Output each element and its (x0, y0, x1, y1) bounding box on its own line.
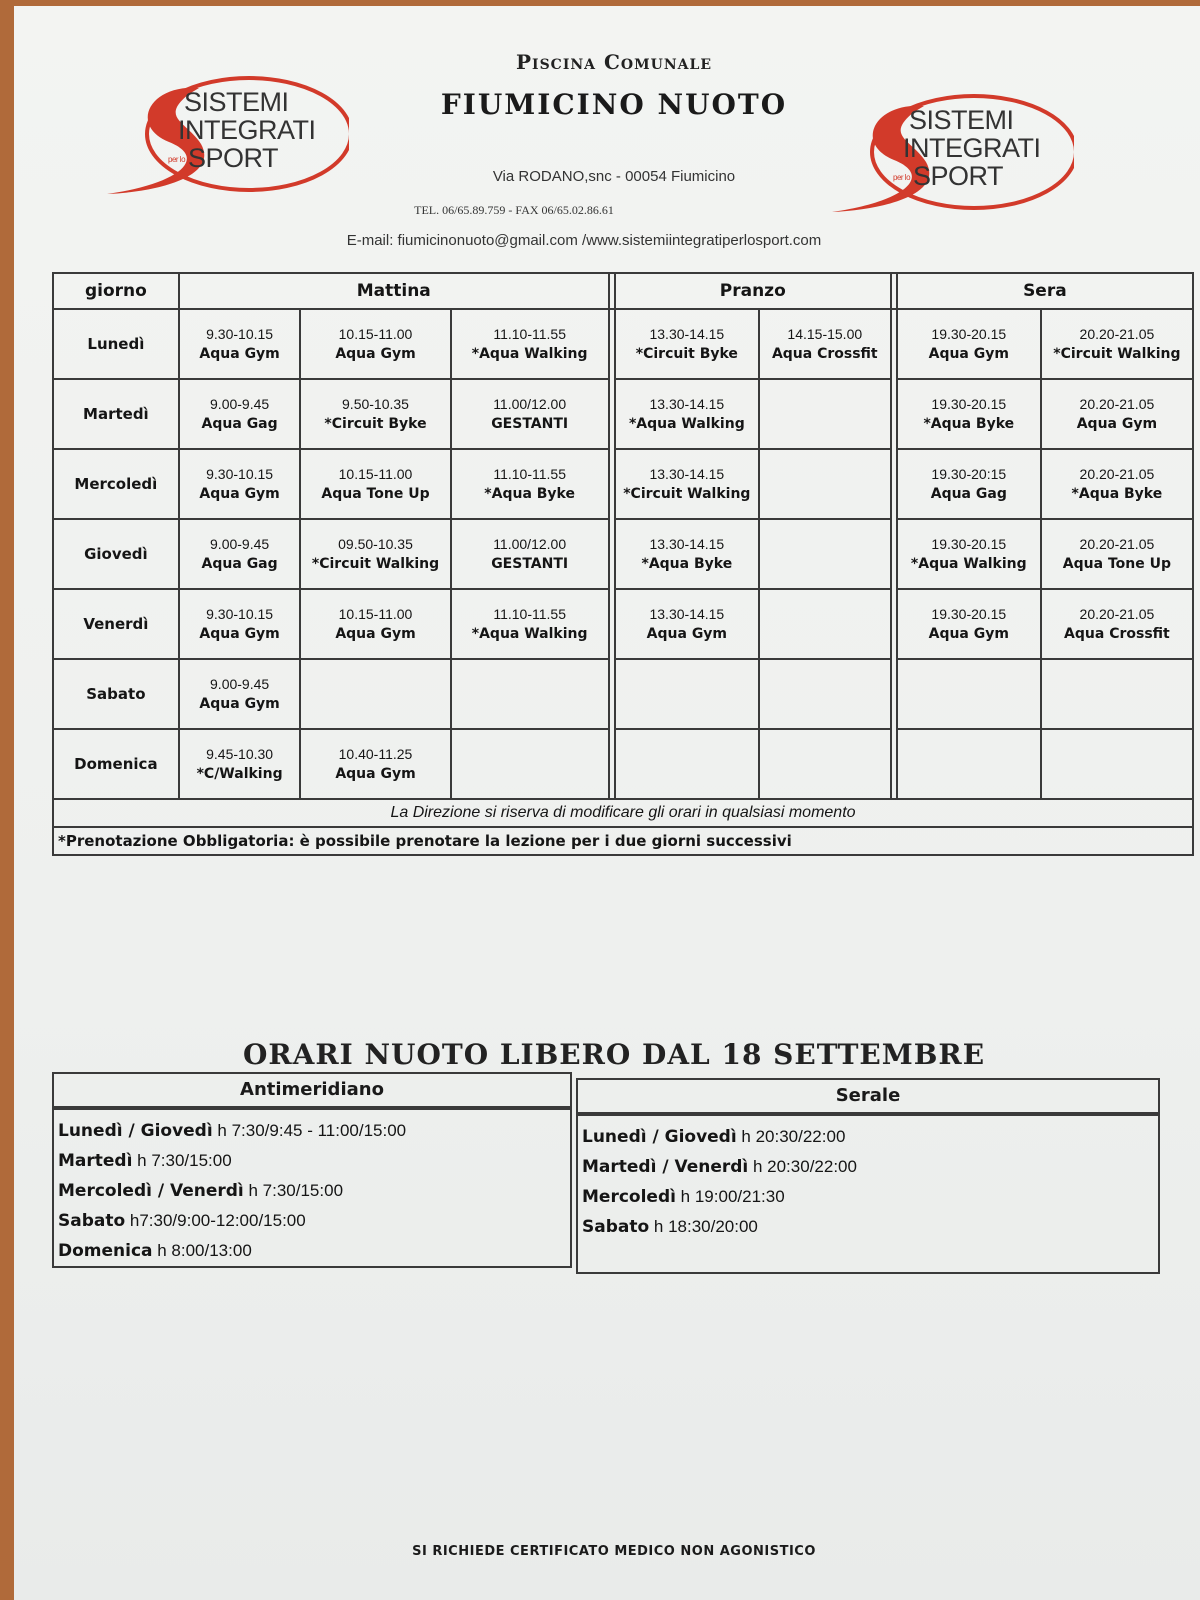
slot-course: Aqua Crossfit (771, 346, 878, 362)
slot-cell (615, 449, 759, 519)
slot-cell (615, 519, 759, 589)
slot-cell (1041, 519, 1193, 589)
slot-course: *Circuit Byke (635, 346, 738, 362)
slot-course: *C/Walking (196, 766, 283, 782)
free-swim-days: Mercoledì (582, 1187, 676, 1207)
slot-cell (179, 449, 301, 519)
slot-time: 9.45-10.30 (206, 746, 274, 762)
slot-cell (300, 379, 450, 449)
free-swim-item (58, 1176, 406, 1206)
header-address: Via RODANO,snc - 00054 Fiumicino (492, 168, 736, 185)
slot-cell (451, 659, 609, 729)
slot-course: *Aqua Walking (628, 416, 745, 432)
slot-course: Aqua Gym (335, 626, 416, 642)
slot-cell (897, 309, 1041, 379)
free-swim-title: ORARI NUOTO LIBERO DAL 18 SETTEMBRE (242, 1038, 986, 1071)
note-row (53, 827, 1193, 855)
slot-course: Aqua Gym (199, 696, 280, 712)
slot-time: 11.00/12.00 (493, 536, 567, 552)
header-day: giorno (53, 273, 179, 309)
slot-course: Aqua Gym (928, 626, 1009, 642)
slot-cell (179, 309, 301, 379)
slot-cell (451, 449, 609, 519)
slot-course: *Circuit Walking (1053, 346, 1181, 362)
slot-cell (759, 449, 891, 519)
free-swim-hours: h 8:00/13:00 (152, 1241, 252, 1260)
slot-cell (300, 589, 450, 659)
free-swim-days: Sabato (58, 1211, 126, 1231)
slot-cell (1041, 309, 1193, 379)
schedule-row (53, 729, 1193, 799)
logo-line1: SISTEMI (184, 87, 289, 117)
slot-course: *Aqua Byke (484, 486, 575, 502)
slot-course: Aqua Gag (930, 486, 1007, 502)
free-swim-hours: h 7:30/15:00 (132, 1151, 232, 1170)
free-swim-hours: h 7:30/9:45 - 11:00/15:00 (212, 1121, 407, 1140)
slot-time: 09.50-10.35 (338, 536, 413, 552)
slot-cell (451, 309, 609, 379)
slot-cell (451, 589, 609, 659)
free-swim-hours: h 20:30/22:00 (748, 1157, 857, 1176)
slot-course: GESTANTI (491, 556, 569, 572)
day-cell: Venerdì (53, 589, 179, 659)
slot-cell (179, 589, 301, 659)
slot-cell (179, 379, 301, 449)
slot-course: *Aqua Walking (471, 626, 588, 642)
free-swim-days: Sabato (582, 1217, 650, 1237)
logo-small: per lo (893, 172, 911, 182)
slot-time: 13.30-14.15 (649, 606, 725, 622)
day-cell: Domenica (53, 729, 179, 799)
slot-time: 20.20-21.05 (1079, 326, 1155, 342)
logo-right (814, 84, 1074, 234)
slot-cell (300, 309, 450, 379)
schedule-row (53, 379, 1193, 449)
slot-cell (451, 379, 609, 449)
slot-course: Aqua Gym (335, 346, 416, 362)
slot-time: 11.10-11.55 (493, 466, 566, 482)
slot-time: 19.30-20.15 (931, 536, 1007, 552)
free-swim-days: Mercoledì / Venerdì (58, 1181, 244, 1201)
slot-time: 19.30-20.15 (931, 326, 1007, 342)
free-morning-list (58, 1116, 406, 1266)
slot-cell (897, 449, 1041, 519)
free-swim-item (58, 1206, 406, 1236)
slot-time: 19.30-20.15 (931, 606, 1007, 622)
free-evening-heading: Serale (576, 1078, 1160, 1114)
slot-course: Aqua Tone Up (321, 486, 430, 502)
free-swim-item (58, 1116, 406, 1146)
slot-course: *Aqua Walking (471, 346, 588, 362)
slot-course: Aqua Gym (1076, 416, 1158, 432)
slot-course: Aqua Gym (199, 486, 280, 502)
logo-line2: INTEGRATI (903, 133, 1041, 163)
logo-small: per lo (168, 154, 186, 164)
booking-note: *Prenotazione Obbligatoria: è possibile prenotare la lezione per i due giorni successivi (53, 827, 1193, 855)
slot-cell (300, 729, 450, 799)
slot-course: *Aqua Byke (923, 416, 1015, 432)
slot-time: 20.20-21.05 (1079, 606, 1155, 622)
slot-cell (1041, 729, 1193, 799)
header-subtitle: Piscina Comunale (515, 50, 712, 74)
slot-time: 9.00-9.45 (210, 396, 270, 412)
schedule-row (53, 309, 1193, 379)
slot-course: Aqua Gag (201, 556, 278, 572)
slot-time: 13.30-14.15 (649, 466, 725, 482)
slot-time: 10.15-11.00 (338, 606, 413, 622)
slot-cell (1041, 379, 1193, 449)
slot-time: 13.30-14.15 (649, 536, 725, 552)
free-swim-item (582, 1122, 857, 1152)
free-evening-box (576, 1114, 1160, 1274)
slot-time: 13.30-14.15 (649, 326, 725, 342)
free-swim-days: Domenica (58, 1241, 153, 1261)
slot-course: Aqua Tone Up (1062, 556, 1171, 572)
schedule-table (52, 272, 1194, 856)
flyer-sheet (14, 6, 1200, 1600)
slot-time: 9.30-10.15 (206, 326, 274, 342)
slot-course: *Circuit Walking (623, 486, 751, 502)
slot-cell (759, 729, 891, 799)
slot-cell (615, 379, 759, 449)
slot-cell (179, 519, 301, 589)
slot-time: 9.30-10.15 (206, 466, 274, 482)
slot-course: Aqua Gym (199, 626, 280, 642)
slot-time: 10.15-11.00 (338, 326, 413, 342)
schedule-note: La Direzione si riserva di modificare gli orari in qualsiasi momento (53, 799, 1193, 827)
free-swim-days: Lunedì / Giovedì (582, 1127, 737, 1147)
note-row (53, 799, 1193, 827)
free-swim-item (582, 1152, 857, 1182)
logo-text (168, 87, 316, 174)
slot-course: GESTANTI (491, 416, 569, 432)
slot-course: *Aqua Byke (641, 556, 733, 572)
slot-cell (179, 659, 301, 729)
free-morning-box (52, 1108, 572, 1268)
free-swim-days: Martedì / Venerdì (582, 1157, 749, 1177)
slot-cell (759, 659, 891, 729)
schedule-row (53, 659, 1193, 729)
header-morning: Mattina (179, 273, 609, 309)
slot-cell (759, 309, 891, 379)
slot-cell (759, 519, 891, 589)
slot-cell (300, 519, 450, 589)
free-swim-hours: h 20:30/22:00 (736, 1127, 846, 1146)
header-lunch: Pranzo (615, 273, 891, 309)
slot-cell (759, 589, 891, 659)
slot-time: 9.00-9.45 (210, 536, 270, 552)
day-cell: Lunedì (53, 309, 179, 379)
day-cell: Sabato (53, 659, 179, 729)
free-swim-item (58, 1236, 406, 1266)
day-cell: Giovedì (53, 519, 179, 589)
free-swim-item (582, 1182, 857, 1212)
slot-time: 9.00-9.45 (210, 676, 270, 692)
schedule-row (53, 519, 1193, 589)
day-cell: Martedì (53, 379, 179, 449)
free-swim-days: Martedì (58, 1151, 133, 1171)
slot-course: Aqua Gym (646, 626, 728, 642)
slot-course: Aqua Gym (928, 346, 1009, 362)
slot-cell (179, 729, 301, 799)
day-cell: Mercoledì (53, 449, 179, 519)
free-swim-item (58, 1146, 406, 1176)
free-swim-item (582, 1212, 857, 1242)
slot-cell (451, 519, 609, 589)
free-swim-hours: h7:30/9:00-12:00/15:00 (125, 1211, 306, 1230)
slot-course: Aqua Gag (201, 416, 278, 432)
slot-cell (300, 659, 450, 729)
slot-course: *Circuit Byke (324, 416, 427, 432)
logo-line1: SISTEMI (909, 105, 1014, 135)
slot-cell (1041, 659, 1193, 729)
header-title: FIUMICINO NUOTO (440, 88, 788, 121)
slot-course: Aqua Gym (335, 766, 416, 782)
slot-cell (615, 589, 759, 659)
logo-line3: SPORT (913, 161, 1004, 191)
slot-course: *Aqua Walking (910, 556, 1027, 572)
slot-cell (897, 589, 1041, 659)
header-tel: TEL. 06/65.89.759 - FAX 06/65.02.86.61 (414, 203, 614, 217)
slot-time: 9.30-10.15 (206, 606, 274, 622)
slot-time: 9.50-10.35 (342, 396, 409, 412)
slot-time: 20.20-21.05 (1079, 536, 1155, 552)
slot-cell (1041, 589, 1193, 659)
slot-cell (615, 659, 759, 729)
slot-time: 11.00/12.00 (493, 396, 567, 412)
free-swim-section (52, 1072, 1182, 1290)
logo-left (89, 66, 349, 216)
schedule-row (53, 449, 1193, 519)
slot-course: *Circuit Walking (311, 556, 440, 572)
free-morning-heading: Antimeridiano (52, 1072, 572, 1108)
free-evening-list (582, 1122, 857, 1242)
logo-text (893, 105, 1041, 192)
schedule-row (53, 589, 1193, 659)
slot-time: 13.30-14.15 (649, 396, 725, 412)
slot-cell (897, 379, 1041, 449)
slot-time: 20.20-21.05 (1079, 396, 1155, 412)
slot-cell (897, 519, 1041, 589)
schedule-header-row (53, 273, 1193, 309)
slot-cell (300, 449, 450, 519)
slot-cell (615, 309, 759, 379)
header-evening: Sera (897, 273, 1193, 309)
footer-note: SI RICHIEDE CERTIFICATO MEDICO NON AGONISTICO (412, 1544, 816, 1559)
slot-time: 20.20-21.05 (1079, 466, 1155, 482)
free-swim-days: Lunedì / Giovedì (58, 1121, 213, 1141)
free-swim-hours: h 7:30/15:00 (243, 1181, 344, 1200)
slot-course: *Aqua Byke (1071, 486, 1163, 502)
header-email: E-mail: fiumicinonuoto@gmail.com /www.sistemiintegratiperlosport.com (346, 232, 822, 249)
slot-time: 14.15-15.00 (787, 326, 863, 342)
slot-cell (897, 729, 1041, 799)
slot-time: 10.15-11.00 (338, 466, 413, 482)
slot-cell (897, 659, 1041, 729)
slot-cell (615, 729, 759, 799)
slot-time: 10.40-11.25 (338, 746, 413, 762)
logo-line3: SPORT (188, 143, 279, 173)
logo-line2: INTEGRATI (178, 115, 316, 145)
slot-course: Aqua Gym (199, 346, 280, 362)
slot-course: Aqua Crossfit (1064, 626, 1170, 642)
slot-time: 11.10-11.55 (493, 326, 566, 342)
free-swim-hours: h 19:00/21:30 (675, 1187, 785, 1206)
slot-cell (451, 729, 609, 799)
free-swim-hours: h 18:30/20:00 (649, 1217, 758, 1236)
slot-cell (1041, 449, 1193, 519)
slot-time: 19.30-20.15 (931, 396, 1007, 412)
slot-time: 11.10-11.55 (493, 606, 566, 622)
slot-cell (759, 379, 891, 449)
slot-time: 19.30-20:15 (931, 466, 1007, 482)
